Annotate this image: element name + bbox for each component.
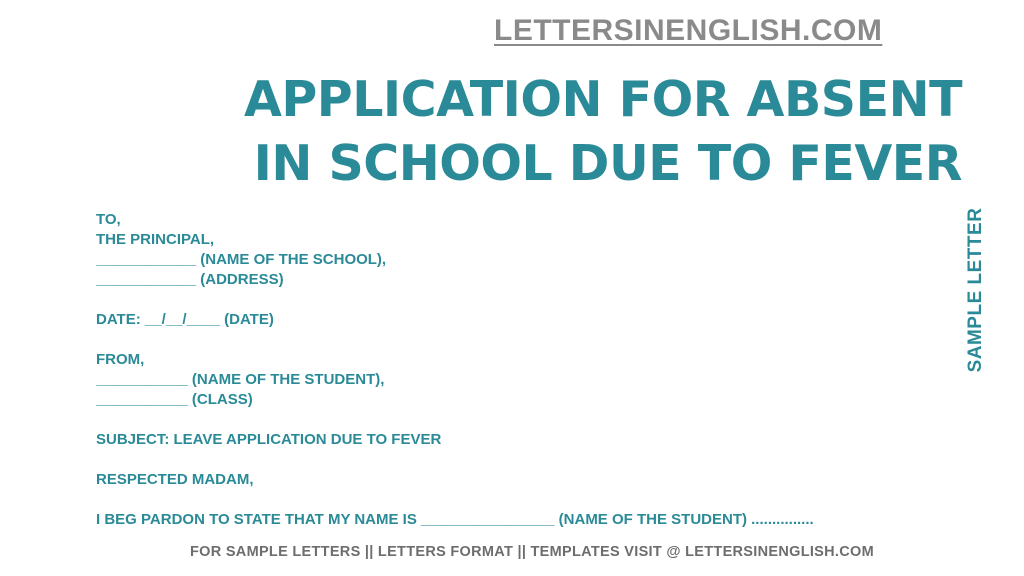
letter-salutation: RESPECTED MADAM, bbox=[96, 471, 254, 488]
footer-banner: FOR SAMPLE LETTERS || LETTERS FORMAT || TEMPLATES VISIT @ LETTERSINENGLISH.COM bbox=[190, 544, 874, 560]
letter-subject: SUBJECT: LEAVE APPLICATION DUE TO FEVER bbox=[96, 431, 442, 448]
spacer bbox=[96, 290, 956, 310]
spacer bbox=[96, 410, 956, 430]
letter-school-name: ____________ (NAME OF THE SCHOOL), bbox=[96, 251, 387, 268]
title-line-2: IN SCHOOL DUE TO FEVER bbox=[253, 135, 962, 192]
site-url-link[interactable]: LETTERSINENGLISH.COM bbox=[494, 14, 883, 47]
spacer bbox=[96, 490, 956, 510]
letter-address: ____________ (ADDRESS) bbox=[96, 271, 284, 288]
letter-from: FROM, bbox=[96, 351, 145, 368]
letter-recipient: THE PRINCIPAL, bbox=[96, 231, 215, 248]
sample-letter-body bbox=[96, 210, 956, 530]
sample-letter-side-label: SAMPLE LETTER bbox=[965, 207, 986, 373]
letter-to: TO, bbox=[96, 211, 121, 228]
page-title bbox=[244, 68, 962, 196]
letter-date: DATE: __/__/____ (DATE) bbox=[96, 311, 274, 328]
letter-student-name: ___________ (NAME OF THE STUDENT), bbox=[96, 371, 385, 388]
spacer bbox=[96, 450, 956, 470]
letter-body-start: I BEG PARDON TO STATE THAT MY NAME IS ________________ (NAME OF THE STUDENT) ............... bbox=[96, 511, 814, 528]
letter-class: ___________ (CLASS) bbox=[96, 391, 253, 408]
title-line-1: APPLICATION FOR ABSENT bbox=[243, 71, 962, 128]
spacer bbox=[96, 330, 956, 350]
